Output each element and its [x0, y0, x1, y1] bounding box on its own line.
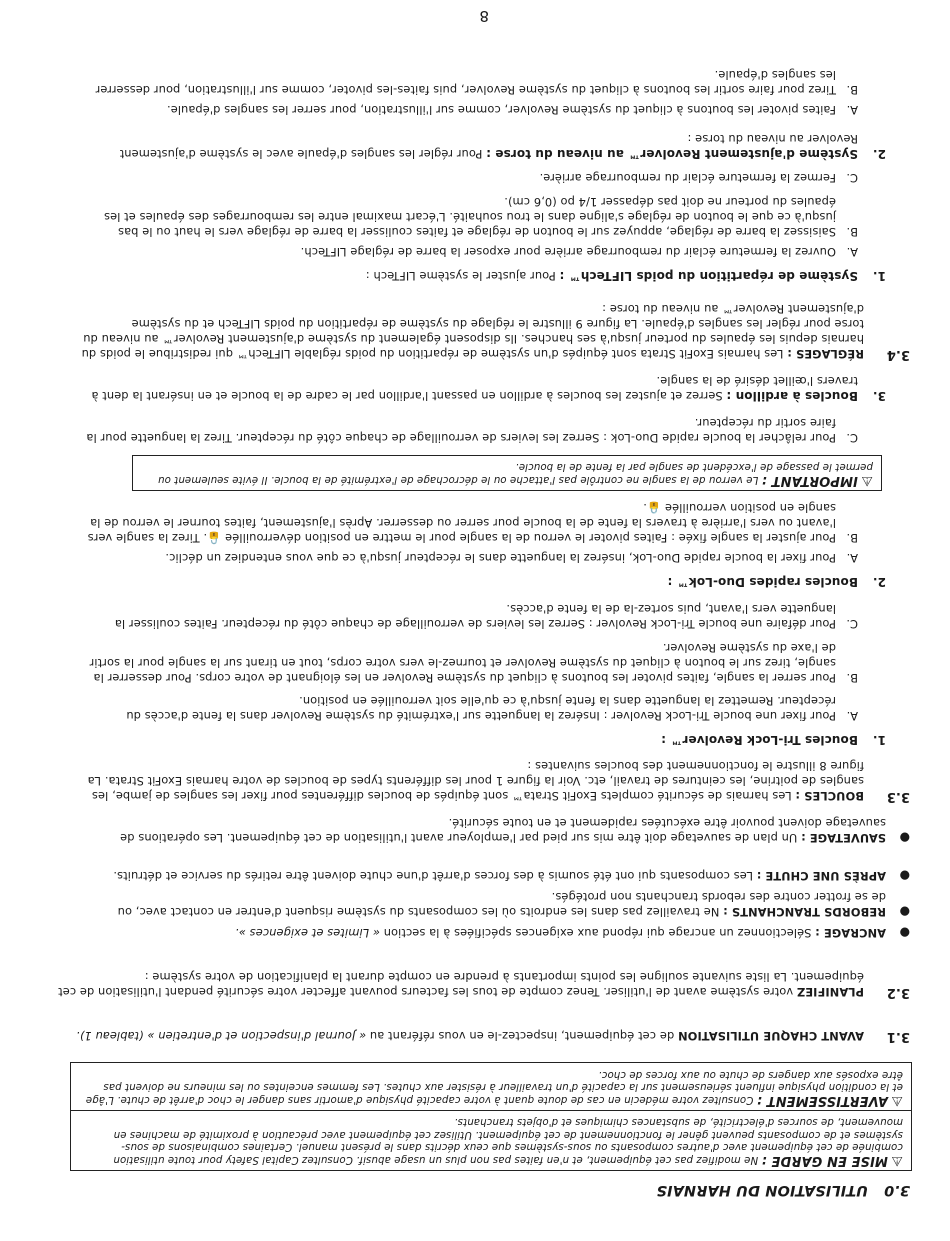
subsection-text: Pour ajuster le système LIFTech :: [365, 269, 560, 283]
bullet-ancrage: [110, 925, 910, 940]
important-box: [132, 455, 882, 491]
item-letter: B.: [846, 531, 858, 545]
section-3-1: [54, 1028, 910, 1043]
subsection-ardillon: [86, 373, 886, 403]
subsection-text: Serrez et ajustez les boucles à ardillon en passant l'ardillon par le cadre de la boucle et en insérant la dent à travers l'œillet désiré de la sangle.: [91, 374, 858, 403]
section-title: BOUCLES :: [795, 789, 864, 803]
section-heading: [656, 1182, 910, 1197]
bullet-label: APRÈS UNE CHUTE :: [756, 869, 886, 883]
mise-en-garde-box: [70, 1110, 912, 1171]
list-item: [78, 102, 858, 117]
item-letter: B.: [846, 671, 858, 685]
avertissement-box: [70, 1062, 912, 1111]
section-3-2: [54, 969, 910, 999]
item-letter: A.: [846, 245, 858, 259]
subsection-number: 1.: [872, 733, 886, 747]
section-title: RÉGLAGES :: [787, 347, 864, 361]
section-3-3: [54, 758, 910, 803]
item-letter: A.: [846, 709, 858, 723]
bullet-text: Sélectionnez un ancrage qui répond aux exigences spécifiées à la section: [379, 926, 816, 940]
mise-en-garde-text: Ne modifiez pas cet équipement, et n'en faites pas non plus un usage abusif. Consultez Capital Safety pour toute utilisation combinée de cet équipement avec d'autres composants ou sous-systèmes que ceux décrits dans le présent manuel. Certaines combinaisons de sous-systèmes et de composants peuvent gêner le fonctionnement de cet équipement. Utilisez cet équipement avec précaution à proximité de machines en mouvement, de sources d'électricité, de substances chimiques et d'objets tranchants.: [113, 1116, 903, 1165]
item-text: Saisissez la barre de réglage, appuyez sur le bouton de réglage et faites coulisser la barre de réglage vers le haut ou le bas jusqu'à ce que le bouton de réglage s'aligne dans le trou souhaité. L'écart maximal entre les rembourrages des épaules et les épaules du porteur ne doit pas dépasser 1/4 po (0,6 cm).: [103, 195, 836, 239]
list-item: [78, 601, 858, 631]
item-text: Pour fixer la boucle rapide Duo-Lok, insérez la languette dans le récepteur jusqu'à ce que vous entendiez un déclic.: [165, 551, 836, 565]
subsection-number: 1.: [872, 269, 886, 283]
avertissement-label: AVERTISSEMENT :: [756, 1093, 888, 1108]
bullet-text: Un plan de sauvetage doit être mis sur pied par l'employeur avant l'utilisation de cet équipement. Les opérations de sauvetage doivent pouvoir être exécutées rapidement et en toute sécurité.: [120, 816, 886, 845]
list-item: [78, 170, 858, 185]
item-letter: B.: [846, 225, 858, 239]
warning-triangle-icon: ⚠: [861, 473, 873, 488]
subsection-liftech: [86, 268, 886, 283]
subsection-title: Système d'ajustement Revolver™ au niveau du torse :: [486, 147, 858, 161]
list-item: [78, 194, 858, 239]
section-title: AVANT CHAQUE UTILISATION: [677, 1029, 864, 1043]
section-number: 3.2: [886, 985, 910, 1000]
bullet-sauvetage: [110, 815, 910, 845]
list-item: [78, 693, 858, 723]
section-number: 3.0: [884, 1182, 910, 1198]
item-text: Faites pivoter les boutons à cliquet du système Revolver, comme sur l'illustration, pour serrer les sangles d'épaule.: [166, 103, 836, 117]
mise-en-garde-label: MISE EN GARDE :: [761, 1153, 888, 1168]
warning-triangle-icon: ⚠: [891, 1153, 903, 1168]
section-text: Les harnais ExoFit Strata sont équipés d'un système de répartition du poids réglable LIFTech™ qui redistribue le poids du harnais depuis les épaules du porteur jusqu'à ses hanches. Ils disposent également du système d'ajustement Revolver™ au niveau du torse pour régler les sangles d'épaule. La figure 9 illustre le réglage du système de répartition du poids LIFTech et du système d'ajustement Revolver™ au niveau du torse :: [81, 302, 864, 361]
item-letter: A.: [846, 551, 858, 565]
list-item: [78, 244, 858, 259]
list-item: [78, 500, 858, 545]
bullet-text: Les composants qui ont été soumis à des forces d'arrêt d'une chute doivent être retirés du service et détruits.: [113, 869, 757, 883]
item-text: Pour fixer une boucle Tri-Lock Revolver : Insérez la languette sur l'extrémité du système Revolver dans la fente d'accès du récepteur. Remettez la languette dans la fente jusqu'à ce qu'elle soit verrouillée en position.: [126, 694, 836, 723]
section-number: 3.1: [886, 1029, 910, 1044]
section-reference: « Journal d'inspection et d'entretien » (tableau 1).: [76, 1029, 367, 1043]
bullet-dot: ●: [899, 831, 910, 845]
bullet-reference: « Limites et exigences ».: [234, 926, 380, 940]
subsection-title: Boucles rapides Duo-Lok™ :: [667, 575, 858, 589]
bullet-dot: ●: [899, 905, 910, 919]
subsection-number: 2.: [872, 575, 886, 589]
item-letter: C.: [846, 617, 858, 631]
item-text: Pour défaire une boucle Tri-Lock Revolver : Serrez les leviers de verrouillage de chaque côté du récepteur. Faites coulisser la languette vers l'avant, puis sortez-la de la fente d'accès.: [114, 602, 836, 631]
subsection-tri-lock: [86, 732, 886, 747]
bullet-label: SAUVETAGE :: [801, 831, 886, 845]
item-letter: B.: [846, 83, 858, 97]
important-text: Le verrou de la sangle ne contrôle pas l'attache ou le décrochage de l'extrémité de la boucle. Il évite seulement ou permet le passage de l'excédent de sangle par la fente de la boucle.: [157, 461, 873, 485]
section-text: Les harnais de sécurité complets ExoFit Strata™ sont équipés de boucles différentes pour fixer les sangles de jambe, les sangles de poitrine, les ceintures de travail, etc. Voir la figure 1 pour les différents types de boucles de votre harnais ExoFit Strata. La figure 8 illustre le fonctionnement des boucles suivantes :: [87, 759, 864, 803]
item-text: Fermez la fermeture éclair du rembourrage arrière.: [539, 171, 836, 185]
section-title: PLANIFIEZ: [796, 985, 864, 999]
section-text: de cet équipement, inspectez-le en vous référant au: [366, 1029, 678, 1043]
bullet-dot: ●: [899, 869, 910, 883]
avertissement-text: Consultez votre médecin en cas de doute quant à votre capacité physique d'amortir sans danger le choc d'arrêt de chute. L'âge et la condition physique influent sérieusement sur la capacité d'un travailleur à résister aux chutes. Les femmes enceintes ou les mineurs ne doivent pas être exposés aux dangers de chute ou aux forces de choc.: [85, 1068, 903, 1105]
bullet-apres-une-chute: [110, 868, 910, 883]
subsection-title: Boucles à ardillon :: [726, 389, 858, 403]
bullet-label: REBORDS TRANCHANTS :: [723, 905, 886, 919]
section-number: 3.4: [886, 347, 910, 362]
item-text: Pour ajuster la sangle fixée : Faites pivoter le verrou de la sangle pour le mettre en position déverrouillée 🔓. Tirez la sangle vers l'avant ou vers l'arrière à travers la fente de la boucle pour serrer ou desserrer. Après l'ajustement, faites tourner le verrou de la sangle en position verrouillée 🔒.: [87, 501, 836, 545]
list-item: [78, 640, 858, 685]
subsection-revolver-torse: [86, 131, 886, 161]
subsection-number: 2.: [872, 147, 886, 161]
bullet-rebords-tranchants: [110, 889, 910, 919]
section-number: 3.3: [886, 789, 910, 804]
list-item: [78, 415, 858, 445]
item-letter: A.: [846, 103, 858, 117]
bullet-text: Ne travaillez pas dans les endroits où les composants du système risquent d'entrer en contact avec, ou de se frotter contre des rebords tranchants non protégés.: [117, 890, 886, 919]
warning-triangle-icon: ⚠: [891, 1093, 903, 1108]
page-number: 8: [479, 7, 489, 25]
section-text: votre système avant de l'utiliser. Tenez compte de tous les facteurs pouvant affecter votre sécurité pendant l'utilisation de cet équipement. La liste suivante souligne les points importants à prendre en compte durant la planification de votre système :: [58, 970, 864, 999]
important-label: IMPORTANT :: [761, 473, 858, 488]
item-text: Pour relâcher la boucle rapide Duo-Lok : Serrez les leviers de verrouillage de chaque côté du récepteur. Tirez la languette pour la faire sortir du récepteur.: [86, 416, 836, 445]
bullet-label: ANCRAGE :: [815, 926, 886, 940]
subsection-number: 3.: [872, 389, 886, 403]
subsection-title: Système de répartition du poids LIFTech™ :: [559, 269, 858, 283]
list-item: [78, 550, 858, 565]
section-title: UTILISATION DU HARNAIS: [656, 1182, 868, 1198]
item-text: Pour serrer la sangle, faites pivoter les boutons à cliquet du système Revolver en les éloignant de votre corps. Pour desserrer la sangle, tirez sur le bouton à cliquet du système Revolver et tournez-le vers votre corps, tout en tirant sur la sangle pour la sortir de l'axe du système Revolver.: [89, 641, 836, 685]
item-letter: C.: [846, 431, 858, 445]
section-3-4: [54, 301, 910, 361]
subsection-title: Boucles Tri-Lock Revolver™ :: [661, 733, 858, 747]
item-text: Ouvrez la fermeture éclair du rembourrage arrière pour exposer la barre de réglage LIFTech.: [300, 245, 836, 259]
bullet-dot: ●: [899, 926, 910, 940]
item-text: Tirez pour faire sortir les boutons à cliquet du système Revolver, puis faites-les pivoter, comme sur l'illustration, pour desserrer les sangles d'épaule.: [95, 68, 836, 97]
item-letter: C.: [846, 171, 858, 185]
subsection-text: Pour régler les sangles d'épaule avec le système d'ajustement Revolver au niveau du torse :: [119, 132, 858, 161]
list-item: [78, 67, 858, 97]
subsection-duo-lok: [86, 574, 886, 589]
